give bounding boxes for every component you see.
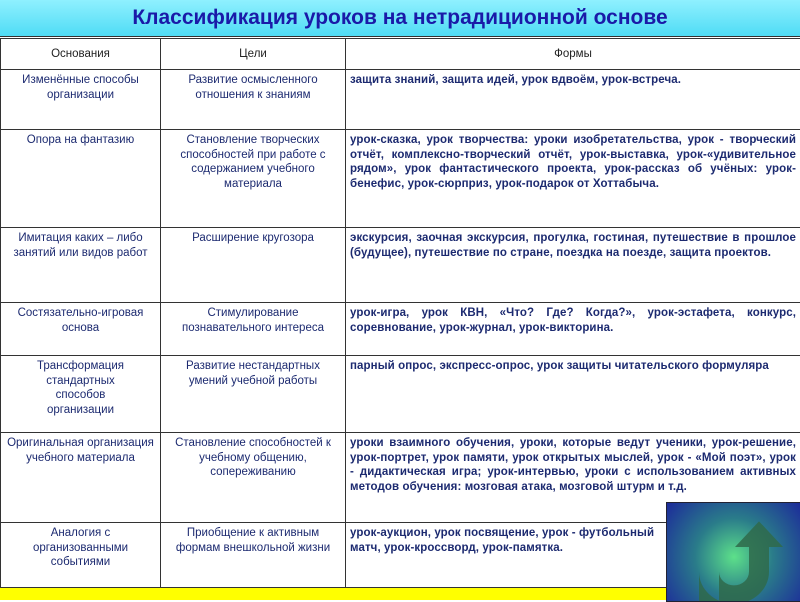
basis-cell: Трансформация стандартных способов организации [1,356,161,433]
forms-cell: урок-аукцион, урок посвящение, урок - футбольный матч, урок-кроссворд, урок-памятка. [346,523,800,588]
table-header-row [1,38,800,70]
forms-cell: урок-сказка, урок творчества: уроки изобретательства, урок - творческий отчёт, комплексно-творческий отчёт, урок-выставка, урок-«удивительное рядом», урок фантастического проекта, урок-рассказ об учёных: урок-бенефис, урок-сюрприз, урок-подарок от Хоттабыча. [346,130,800,228]
table-row [1,130,800,228]
forms-cell: экскурсия, заочная экскурсия, прогулка, гостиная, путешествие в прошлое (будущее), путешествие по стране, поездка на поезде, защита проектов. [346,228,800,303]
header-goals: Цели [161,38,346,70]
goal-cell: Становление творческих способностей при работе с содержанием учебного материала [161,130,346,228]
forms-cell: защита знаний, защита идей, урок вдвоём, урок-встреча. [346,70,800,130]
basis-cell: Имитация каких – либо занятий или видов работ [1,228,161,303]
header-basis: Основания [1,38,161,70]
slide-title: Классификация уроков на нетрадиционной основе [132,6,667,29]
u-turn-arrow-icon [667,503,800,601]
basis-cell: Изменённые способы организации [1,70,161,130]
forms-cell: урок-игра, урок КВН, «Что? Где? Когда?», урок-эстафета, конкурс, соревнование, урок-журнал, урок-викторина. [346,303,800,356]
goal-cell: Стимулирование познавательного интереса [161,303,346,356]
goal-cell: Приобщение к активным формам внешкольной жизни [161,523,346,588]
goal-cell: Расширение кругозора [161,228,346,303]
basis-cell: Оригинальная организация учебного материала [1,433,161,523]
goal-cell: Развитие осмысленного отношения к знаниям [161,70,346,130]
goal-cell: Становление способностей к учебному общению, сопереживанию [161,433,346,523]
table-row [1,228,800,303]
slide-title-bar [0,0,800,36]
return-button[interactable] [666,502,800,602]
basis-cell: Состязательно-игровая основа [1,303,161,356]
forms-cell: уроки взаимного обучения, уроки, которые ведут ученики, урок-решение, урок-портрет, урок памяти, урок открытых мыслей, урок - «Мой поэт», урок - дидактическая игра; урок-интервью, уроки с использованием активных методов обучения: мозговая атака, мозговой штурм и т.д. [346,433,800,523]
table-row [1,70,800,130]
table-row [1,303,800,356]
goal-cell: Развитие нестандартных умений учебной работы [161,356,346,433]
forms-cell: парный опрос, экспресс-опрос, урок защиты читательского формуляра [346,356,800,433]
header-forms: Формы [346,38,800,70]
basis-cell: Опора на фантазию [1,130,161,228]
basis-cell: Аналогия с организованными событиями [1,523,161,588]
table-row [1,356,800,433]
